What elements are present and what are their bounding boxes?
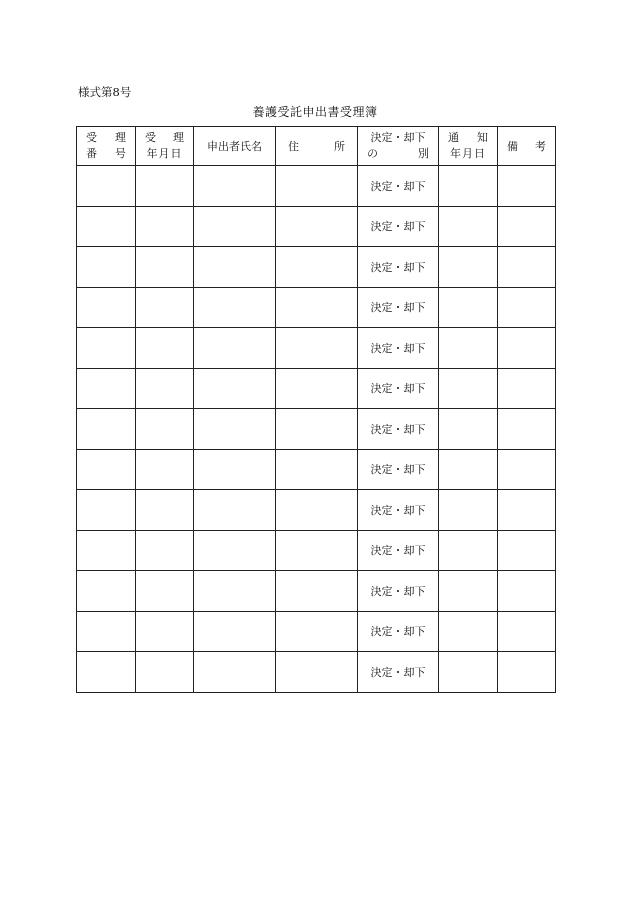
cell-receipt-number — [77, 328, 136, 369]
cell-receipt-date — [136, 328, 194, 369]
cell-receipt-number — [77, 166, 136, 207]
header-remarks: 備 考 — [498, 127, 556, 166]
table-row — [77, 490, 556, 531]
cell-address — [276, 652, 358, 693]
table-row — [77, 247, 556, 288]
header-decision-type: 決定・却下 の 別 — [358, 127, 439, 166]
cell-remarks — [498, 206, 556, 247]
form-number-label: 様式第8号 — [78, 85, 132, 99]
cell-applicant-name — [194, 287, 276, 328]
cell-receipt-number — [77, 652, 136, 693]
cell-remarks — [498, 530, 556, 571]
cell-receipt-date — [136, 571, 194, 612]
cell-notice-date — [439, 409, 498, 450]
document-title: 養護受託申出書受理簿 — [252, 105, 378, 119]
cell-notice-date — [439, 530, 498, 571]
cell-remarks — [498, 652, 556, 693]
table-row — [77, 449, 556, 490]
cell-decision: 決定・却下 — [358, 530, 439, 571]
cell-applicant-name — [194, 166, 276, 207]
cell-remarks — [498, 247, 556, 288]
cell-decision: 決定・却下 — [358, 571, 439, 612]
cell-notice-date — [439, 449, 498, 490]
cell-decision: 決定・却下 — [358, 328, 439, 369]
table-row — [77, 530, 556, 571]
cell-receipt-date — [136, 409, 194, 450]
cell-address — [276, 611, 358, 652]
cell-decision: 決定・却下 — [358, 449, 439, 490]
table-row — [77, 409, 556, 450]
cell-applicant-name — [194, 490, 276, 531]
cell-remarks — [498, 571, 556, 612]
cell-receipt-number — [77, 206, 136, 247]
cell-receipt-number — [77, 409, 136, 450]
cell-receipt-number — [77, 611, 136, 652]
header-address: 住 所 — [276, 127, 358, 166]
table-row — [77, 166, 556, 207]
cell-receipt-number — [77, 368, 136, 409]
cell-remarks — [498, 166, 556, 207]
table-row — [77, 611, 556, 652]
cell-notice-date — [439, 652, 498, 693]
cell-applicant-name — [194, 449, 276, 490]
cell-applicant-name — [194, 409, 276, 450]
cell-decision: 決定・却下 — [358, 247, 439, 288]
cell-receipt-date — [136, 206, 194, 247]
table-row — [77, 328, 556, 369]
cell-address — [276, 328, 358, 369]
cell-address — [276, 287, 358, 328]
cell-address — [276, 247, 358, 288]
cell-decision: 決定・却下 — [358, 409, 439, 450]
cell-receipt-number — [77, 287, 136, 328]
cell-notice-date — [439, 206, 498, 247]
cell-decision: 決定・却下 — [358, 206, 439, 247]
table-row — [77, 287, 556, 328]
cell-decision: 決定・却下 — [358, 652, 439, 693]
cell-notice-date — [439, 247, 498, 288]
cell-notice-date — [439, 368, 498, 409]
table-row — [77, 206, 556, 247]
register-table — [76, 126, 556, 693]
cell-address — [276, 490, 358, 531]
cell-decision: 決定・却下 — [358, 611, 439, 652]
cell-receipt-date — [136, 166, 194, 207]
cell-receipt-date — [136, 652, 194, 693]
cell-receipt-date — [136, 449, 194, 490]
cell-applicant-name — [194, 328, 276, 369]
cell-receipt-date — [136, 611, 194, 652]
cell-remarks — [498, 368, 556, 409]
cell-notice-date — [439, 328, 498, 369]
header-row — [77, 127, 556, 166]
cell-notice-date — [439, 611, 498, 652]
cell-address — [276, 206, 358, 247]
cell-receipt-number — [77, 247, 136, 288]
cell-decision: 決定・却下 — [358, 166, 439, 207]
header-applicant-name: 申出者氏名 — [194, 127, 276, 166]
cell-notice-date — [439, 166, 498, 207]
cell-decision: 決定・却下 — [358, 368, 439, 409]
cell-address — [276, 530, 358, 571]
cell-remarks — [498, 328, 556, 369]
cell-applicant-name — [194, 530, 276, 571]
cell-address — [276, 571, 358, 612]
cell-remarks — [498, 490, 556, 531]
cell-remarks — [498, 409, 556, 450]
cell-receipt-date — [136, 368, 194, 409]
cell-applicant-name — [194, 611, 276, 652]
table-row — [77, 571, 556, 612]
cell-applicant-name — [194, 247, 276, 288]
cell-applicant-name — [194, 206, 276, 247]
cell-address — [276, 166, 358, 207]
cell-receipt-number — [77, 490, 136, 531]
cell-notice-date — [439, 287, 498, 328]
cell-receipt-number — [77, 449, 136, 490]
cell-receipt-date — [136, 287, 194, 328]
cell-notice-date — [439, 571, 498, 612]
cell-decision: 決定・却下 — [358, 490, 439, 531]
header-notice-date: 通 知 年月日 — [439, 127, 498, 166]
cell-receipt-date — [136, 247, 194, 288]
cell-applicant-name — [194, 571, 276, 612]
table-row — [77, 368, 556, 409]
cell-remarks — [498, 611, 556, 652]
table-row — [77, 652, 556, 693]
cell-receipt-date — [136, 490, 194, 531]
cell-applicant-name — [194, 652, 276, 693]
cell-decision: 決定・却下 — [358, 287, 439, 328]
cell-receipt-number — [77, 530, 136, 571]
cell-applicant-name — [194, 368, 276, 409]
cell-receipt-date — [136, 530, 194, 571]
cell-remarks — [498, 287, 556, 328]
cell-notice-date — [439, 490, 498, 531]
header-receipt-number: 受 理 番 号 — [77, 127, 136, 166]
cell-receipt-number — [77, 571, 136, 612]
cell-address — [276, 368, 358, 409]
header-receipt-date: 受 理 年月日 — [136, 127, 194, 166]
cell-address — [276, 409, 358, 450]
cell-remarks — [498, 449, 556, 490]
cell-address — [276, 449, 358, 490]
